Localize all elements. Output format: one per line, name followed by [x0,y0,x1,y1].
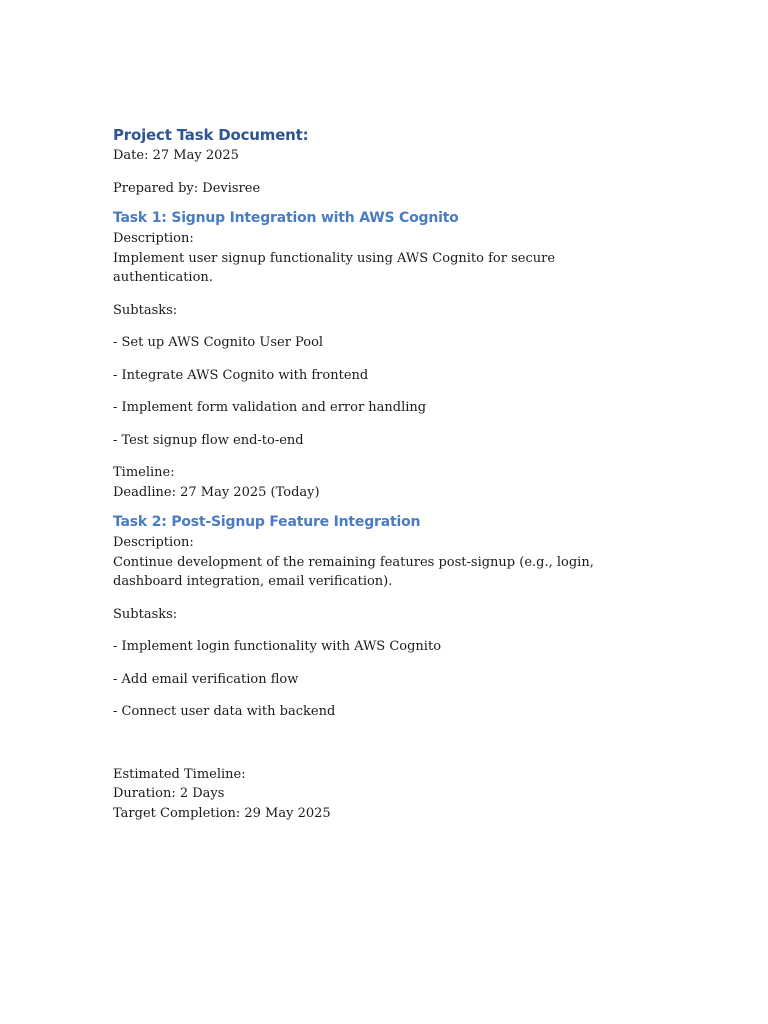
task2-description-label: Description: [113,535,194,550]
task1-subtask: - Set up AWS Cognito User Pool [113,335,324,350]
prepared-by: Prepared by: Devisree [113,180,261,196]
task2-description: Continue development of the remaining features post-signup (e.g., login, dashboard integration, email verification). [113,554,594,589]
task2-heading: Task 2: Post-Signup Feature Integration [113,514,421,530]
document-date: Date: 27 May 2025 [113,148,239,163]
task1-subtask: - Test signup flow end-to-end [113,432,304,448]
document-body [113,124,633,823]
task1-subtasks-label: Subtasks: [113,302,178,318]
task1-heading: Task 1: Signup Integration with AWS Cognito [113,210,459,226]
task2-subtask: - Add email verification flow [113,671,299,687]
task1-deadline: Deadline: 27 May 2025 (Today) [113,484,320,500]
task1-description: Implement user signup functionality using AWS Cognito for secure authentication. [113,250,560,285]
task1-description-label: Description: [113,231,194,246]
task2-subtasks-label: Subtasks: [113,606,178,622]
task1-subtask: - Integrate AWS Cognito with frontend [113,367,369,383]
task1-subtask: - Implement form validation and error handling [113,400,427,415]
task1-timeline-label: Timeline: [113,465,175,480]
document-title: Project Task Document: [113,126,309,144]
task2-subtask: - Connect user data with backend [113,704,336,719]
task2-timeline-label: Estimated Timeline: [113,766,246,782]
task2-target-completion: Target Completion: 29 May 2025 [113,805,331,821]
task2-duration: Duration: 2 Days [113,786,225,801]
task2-subtask: - Implement login functionality with AWS Cognito [113,639,442,654]
